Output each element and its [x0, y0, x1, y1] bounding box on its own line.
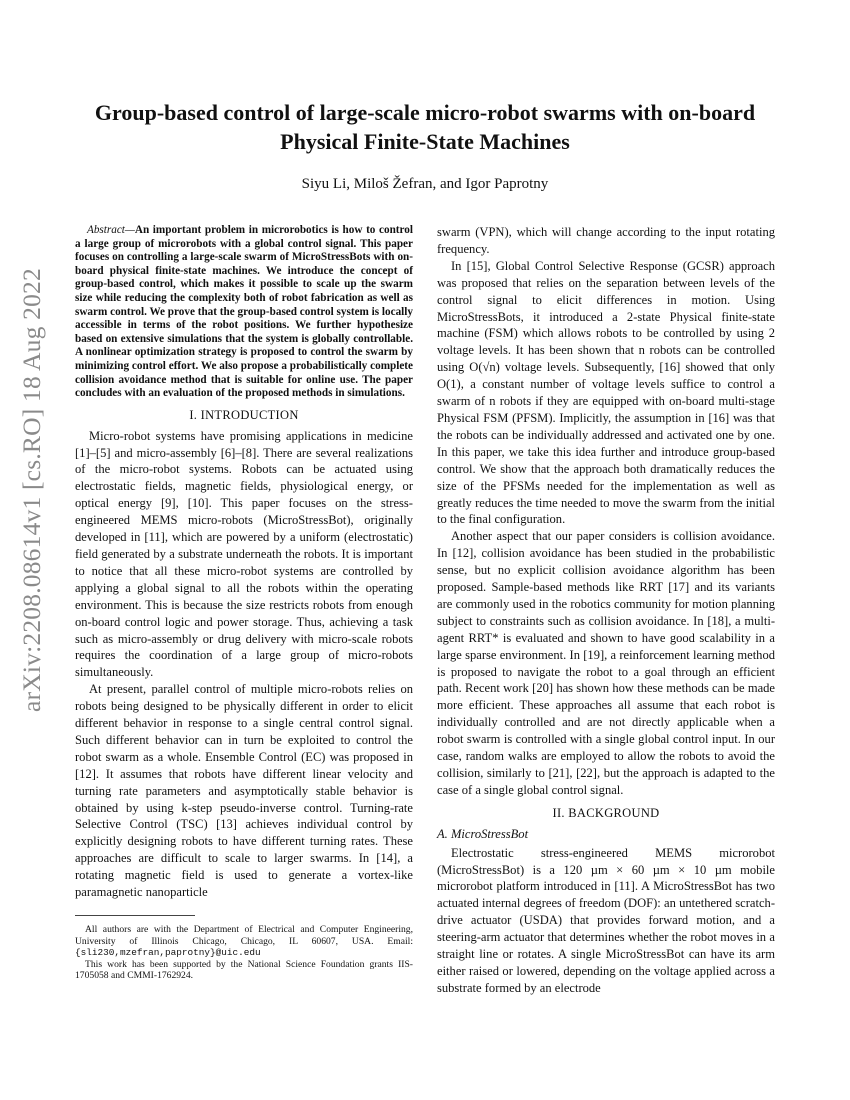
arxiv-sidebar	[12, 267, 52, 712]
abstract-lead: Abstract—	[87, 224, 135, 236]
background-paragraph-1: Electrostatic stress-engineered MEMS microrobot (MicroStressBot) is a 120 µm × 60 µm × 10 µm mobile microrobot platform introduced in [11]. A MicroStressBot has two actuated internal degrees of freedom (DOF): an untethered scratch-drive actuator (USDA) that provides forward motion, and a steering-arm actuator that determines whether the robot moves in a straight line or rotates. A single MicroStressBot can have its arm either raised or lowered, depending on the voltage applied across a substrate formed by an electrode	[437, 845, 775, 995]
right-paragraph-2: In [15], Global Control Selective Response (GCSR) approach was proposed that relies on the separation between levels of the control signal to elicit differences in motion. Using MicroStressBots, it introduced a 2-state Physical finite-state machine (FSM) which allows robots to be controlled by using 2 voltage levels. It has been shown that n robots can be controlled using O(√n) voltage levels. Subsequently, [16] showed that only O(1), a constant number of voltage levels suffice to control a swarm of n robots if they are equipped with on-board multi-stage Physical FSM (PFSM). Implicitly, the assumption in [16] was that the robots can be individually addressed and activated one by one. In this paper, we take this idea further and introduce group-based control. We show that the approach both dramatically reduces the size of the PFSMs needed for the implementation as well as greatly reduces the time needed to move the swarm from the initial to the final configuration.	[437, 258, 775, 527]
footnote-affiliation	[75, 924, 413, 959]
title-line-1: Group-based control of large-scale micro-robot swarms with on-board	[94, 100, 756, 125]
footnotes	[75, 924, 413, 982]
intro-paragraph-1: Micro-robot systems have promising applications in medicine [1]–[5] and micro-assembly [6]–[8]. There are several realizations of the micro-robot systems. Robots can be actuated using electrostatic fields, magnetic fields, physiological energy, or optical energy [9], [10]. This paper focuses on the stress-engineered MEMS micro-robots (MicroStressBot), originally developed in [11], which are powered by a uniform (electrostatic) field generated by a substrate underneath the robots. It is important to notice that all these micro-robot systems are controlled by applying a global signal to all the robots within the operating environment. This is because the size restricts robots from enough on-board control logic and power storage. Thus, achieving a task such as micro-assembly or drug delivery with micro-scale robots requires the coordination of a large group of micro-robots simultaneously.	[75, 428, 413, 680]
paper-title	[60, 98, 790, 156]
subsection-title-microstressbot: A. MicroStressBot	[437, 826, 529, 841]
footnote-rule	[75, 915, 195, 916]
intro-paragraph-2: At present, parallel control of multiple micro-robots relies on robots being designed to be physically different in order to elicit different behavior in response to a single central control signal. Such different behavior can in turn be exploited to control the robot swarm as a whole. Ensemble Control (EC) was proposed in [12]. It assumes that robots have different linear velocity and turning rate parameters and asymptotically stable behavior is obtained by using k-step pseudo-inverse control. Turning-rate Selective Control (TSC) [13] achieves individual control by explicitly designing robots to have different turning rates. These approaches are difficult to scale to larger swarms. In [14], a rotating magnetic field is used to generate a vortex-like paramagnetic nanoparticle	[75, 682, 413, 900]
right-paragraph-3: Another aspect that our paper considers is collision avoidance. In [12], collision avoidance has been studied in the probabilistic sense, but no explicit collision avoidance algorithm has been proposed. Sample-based methods like RRT [17] and its variants are commonly used in the robotics community for motion planning subject to constraints such as collision avoidance. In [18], a multi-agent RRT* is evaluated and shown to have good scalability in a large sparse environment. In [19], a reinforcement learning method is proposed to navigate the robot to a goal through an efficient path. Recent work [20] has shown how these methods can be made more efficient. These approaches all assume that each robot is individually controlled and are not directly applicable when a robot swarm is controlled with a single global control input. In our case, random walks are employed to allow the robots to avoid the collision, similarly to [21], [22], but the approach is adapted to the case of a single global control signal.	[437, 529, 775, 797]
title-line-2: Physical Finite-State Machines	[280, 129, 570, 154]
arxiv-identifier: arXiv:2208.08614v1 [cs.RO] 18 Aug 2022	[17, 267, 46, 712]
author-list: Siyu Li, Miloš Žefran, and Igor Paprotny	[301, 176, 549, 192]
footnote-funding: This work has been supported by the National Science Foundation grants IIS-1705058 and CMMI-1762924.	[75, 958, 413, 982]
section-title-background: II. BACKGROUND	[552, 805, 660, 820]
right-paragraph-1: swarm (VPN), which will change according to the input rotating frequency.	[437, 225, 775, 256]
footnote-affiliation-text: All authors are with the Department of Electrical and Computer Engineering, University of Illinois Chicago, Chicago, IL 60607, USA. Email:	[75, 924, 413, 947]
abstract-body: An important problem in microrobotics is how to control a large group of microrobots with a global control signal. This paper focuses on controlling a large-scale swarm of MicroStressBots with on-board physical finite-state machines. We introduce the concept of group-based control, which makes it possible to scale up the swarm size while reducing the complexity both of robot fabrication as well as swarm control. We prove that the group-based control system is locally accessible in terms of the robot positions. We further hypothesize based on extensive simulations that the system is globally controllable. A nonlinear optimization strategy is proposed to control the swarm by minimizing control effort. We also propose a probabilistically complete collision avoidance method that is suitable for online use. The paper concludes with an evaluation of the proposed methods in simulations.	[75, 224, 413, 400]
footnote-email[interactable]: {sli230,mzefran,paprotny}@uic.edu	[75, 947, 261, 959]
abstract	[75, 224, 413, 401]
right-column	[437, 224, 775, 997]
section-title-introduction: I. INTRODUCTION	[189, 407, 299, 422]
left-column	[75, 224, 413, 982]
